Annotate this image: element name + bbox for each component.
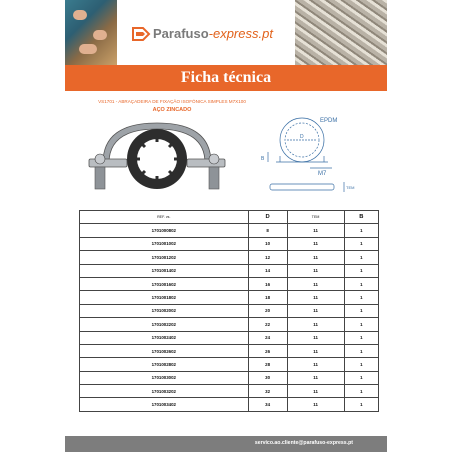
product-material: AÇO ZINCADO bbox=[152, 107, 192, 113]
cell-ref: 1701001402 bbox=[80, 264, 249, 277]
cell-tem: 11 bbox=[287, 344, 344, 357]
logo-domain: -express.pt bbox=[208, 26, 273, 41]
label-b: B bbox=[261, 156, 265, 162]
cell-tem: 11 bbox=[287, 224, 344, 237]
cell-ref: 1701002602 bbox=[80, 344, 249, 357]
technical-drawing bbox=[240, 112, 365, 207]
table-row bbox=[80, 251, 379, 264]
table-row bbox=[80, 385, 379, 398]
header-d: D bbox=[248, 211, 287, 224]
tools-photo bbox=[65, 0, 117, 65]
cell-b: 1 bbox=[344, 237, 378, 250]
table-row bbox=[80, 304, 379, 317]
cell-b: 1 bbox=[344, 331, 378, 344]
cell-d: 24 bbox=[248, 331, 287, 344]
cell-ref: 1701003002 bbox=[80, 371, 249, 384]
cell-d: 18 bbox=[248, 291, 287, 304]
cell-tem: 11 bbox=[287, 264, 344, 277]
cell-tem: 11 bbox=[287, 371, 344, 384]
label-epdm: EPDM bbox=[320, 118, 338, 124]
cell-d: 28 bbox=[248, 358, 287, 371]
header-b: B bbox=[344, 211, 378, 224]
cell-d: 26 bbox=[248, 344, 287, 357]
product-photo bbox=[85, 115, 230, 195]
label-m7: M7 bbox=[318, 171, 327, 177]
page-title: Ficha técnica bbox=[180, 69, 272, 86]
label-tem: TEM bbox=[346, 185, 355, 190]
table-row bbox=[80, 277, 379, 290]
cell-b: 1 bbox=[344, 277, 378, 290]
cell-d: 10 bbox=[248, 237, 287, 250]
cell-b: 1 bbox=[344, 385, 378, 398]
cell-tem: 11 bbox=[287, 331, 344, 344]
table-header-row bbox=[80, 211, 379, 224]
cell-ref: 1701002402 bbox=[80, 331, 249, 344]
cell-b: 1 bbox=[344, 344, 378, 357]
cell-d: 30 bbox=[248, 371, 287, 384]
cell-ref: 1701002002 bbox=[80, 304, 249, 317]
title-bar bbox=[65, 65, 387, 91]
table-row bbox=[80, 331, 379, 344]
cell-tem: 11 bbox=[287, 358, 344, 371]
cell-b: 1 bbox=[344, 264, 378, 277]
screws-photo bbox=[295, 0, 387, 65]
table-row bbox=[80, 237, 379, 250]
cell-d: 34 bbox=[248, 398, 287, 411]
cell-d: 16 bbox=[248, 277, 287, 290]
table-row bbox=[80, 264, 379, 277]
cell-ref: 1701001002 bbox=[80, 237, 249, 250]
cell-d: 22 bbox=[248, 318, 287, 331]
footer-bar bbox=[65, 436, 387, 452]
cell-tem: 11 bbox=[287, 385, 344, 398]
spec-table bbox=[79, 210, 379, 412]
cell-tem: 11 bbox=[287, 304, 344, 317]
cell-b: 1 bbox=[344, 251, 378, 264]
cell-tem: 11 bbox=[287, 277, 344, 290]
datasheet-page bbox=[65, 0, 387, 452]
cell-b: 1 bbox=[344, 224, 378, 237]
cell-b: 1 bbox=[344, 358, 378, 371]
cell-d: 20 bbox=[248, 304, 287, 317]
cell-d: 14 bbox=[248, 264, 287, 277]
cell-ref: 1701000802 bbox=[80, 224, 249, 237]
cell-tem: 11 bbox=[287, 237, 344, 250]
header-banner bbox=[65, 0, 387, 65]
cell-d: 32 bbox=[248, 385, 287, 398]
cell-tem: 11 bbox=[287, 318, 344, 331]
table-row bbox=[80, 224, 379, 237]
cell-tem: 11 bbox=[287, 291, 344, 304]
table-row bbox=[80, 318, 379, 331]
cell-b: 1 bbox=[344, 398, 378, 411]
logo-icon bbox=[131, 26, 151, 42]
cell-ref: 1701001202 bbox=[80, 251, 249, 264]
cell-d: 8 bbox=[248, 224, 287, 237]
cell-ref: 1701002802 bbox=[80, 358, 249, 371]
logo-area bbox=[117, 0, 295, 65]
cell-ref: 1701003202 bbox=[80, 385, 249, 398]
cell-b: 1 bbox=[344, 291, 378, 304]
table-row bbox=[80, 358, 379, 371]
table-row bbox=[80, 344, 379, 357]
logo-brand: Parafuso bbox=[153, 26, 209, 41]
cell-b: 1 bbox=[344, 371, 378, 384]
cell-d: 12 bbox=[248, 251, 287, 264]
cell-b: 1 bbox=[344, 318, 378, 331]
cell-tem: 11 bbox=[287, 251, 344, 264]
header-ref: REF. vs. bbox=[80, 211, 249, 224]
table-row bbox=[80, 398, 379, 411]
logo-text bbox=[153, 26, 273, 41]
product-name: VS1701 - ABRAÇADEIRA DE FIXAÇÃO ISOFÓNICA SIMPLES M7X100 bbox=[98, 99, 246, 104]
cell-ref: 1701001602 bbox=[80, 277, 249, 290]
cell-ref: 1701001802 bbox=[80, 291, 249, 304]
cell-ref: 1701003402 bbox=[80, 398, 249, 411]
table-row bbox=[80, 371, 379, 384]
footer-email[interactable]: servico.ao.cliente@parafuso-express.pt bbox=[254, 440, 353, 446]
cell-ref: 1701002202 bbox=[80, 318, 249, 331]
table-row bbox=[80, 291, 379, 304]
label-d: D bbox=[300, 134, 304, 140]
header-tem: TEM bbox=[287, 211, 344, 224]
cell-tem: 11 bbox=[287, 398, 344, 411]
cell-b: 1 bbox=[344, 304, 378, 317]
